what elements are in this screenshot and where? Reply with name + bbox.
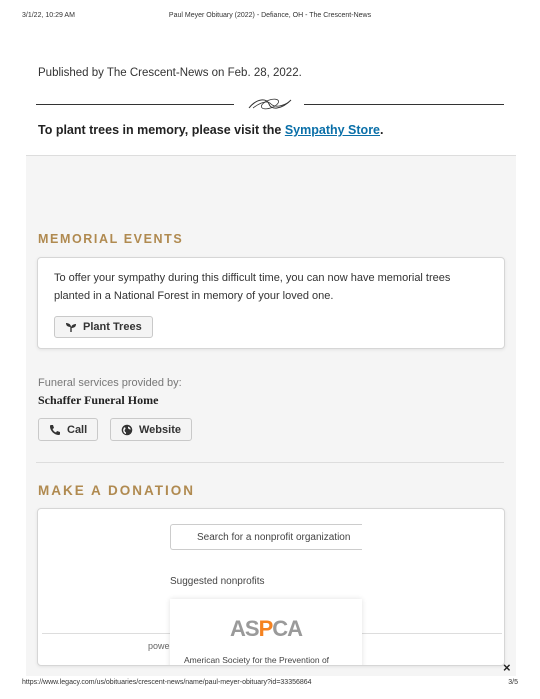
plant-trees-button[interactable] [54, 316, 153, 338]
flourish-icon [245, 96, 295, 112]
sympathy-store-link[interactable]: Sympathy Store [284, 123, 381, 137]
ornamental-divider [36, 96, 504, 112]
close-icon[interactable]: × [503, 660, 511, 675]
aspca-logo: ASPCA [230, 616, 303, 641]
print-page-number: 3/5 [508, 679, 518, 686]
call-button-label: Call [67, 423, 88, 436]
divider-line-left [36, 104, 234, 105]
print-footer [22, 679, 518, 689]
globe-icon [121, 424, 133, 436]
section-separator [36, 462, 504, 463]
call-button[interactable] [38, 418, 98, 441]
published-line: Published by The Crescent-News on Feb. 28, 2022. [38, 67, 302, 79]
memorial-events-heading: MEMORIAL EVENTS [38, 232, 184, 246]
plant-trees-line [38, 123, 384, 137]
website-button-label: Website [139, 423, 181, 436]
suggested-nonprofit-card[interactable] [170, 599, 362, 666]
print-datetime: 3/1/22, 10:29 AM [22, 12, 75, 19]
plant-trees-suffix: . [380, 123, 384, 137]
seedling-icon [65, 321, 77, 333]
memorial-trees-text: To offer your sympathy during this difficult time, you can now have memorial trees planted in a National Forest in memory of your loved one. [54, 272, 451, 302]
funeral-home-name: Schaffer Funeral Home [38, 393, 159, 407]
nonprofit-name: American Society for the Prevention of [184, 655, 330, 665]
plant-trees-prefix: To plant trees in memory, please visit the [38, 123, 285, 137]
website-button[interactable] [110, 418, 192, 441]
divider-line-right [304, 104, 504, 105]
plant-trees-button-label: Plant Trees [83, 321, 142, 333]
powered-by-text: powe [148, 641, 170, 651]
donation-widget [37, 508, 505, 666]
make-donation-heading: MAKE A DONATION [38, 483, 195, 498]
suggested-nonprofits-label: Suggested nonprofits [170, 576, 265, 587]
print-url: https://www.legacy.com/us/obituaries/crescent-news/name/paul-meyer-obituary?id=33356864 [22, 679, 312, 686]
phone-icon [49, 424, 61, 436]
print-header [22, 12, 518, 22]
nonprofit-search-input[interactable]: Search for a nonprofit organization [170, 524, 362, 550]
memorial-trees-card [37, 257, 505, 349]
print-page-title: Paul Meyer Obituary (2022) - Defiance, OH - The Crescent-News [168, 12, 372, 19]
funeral-provided-by-label: Funeral services provided by: [38, 377, 182, 389]
